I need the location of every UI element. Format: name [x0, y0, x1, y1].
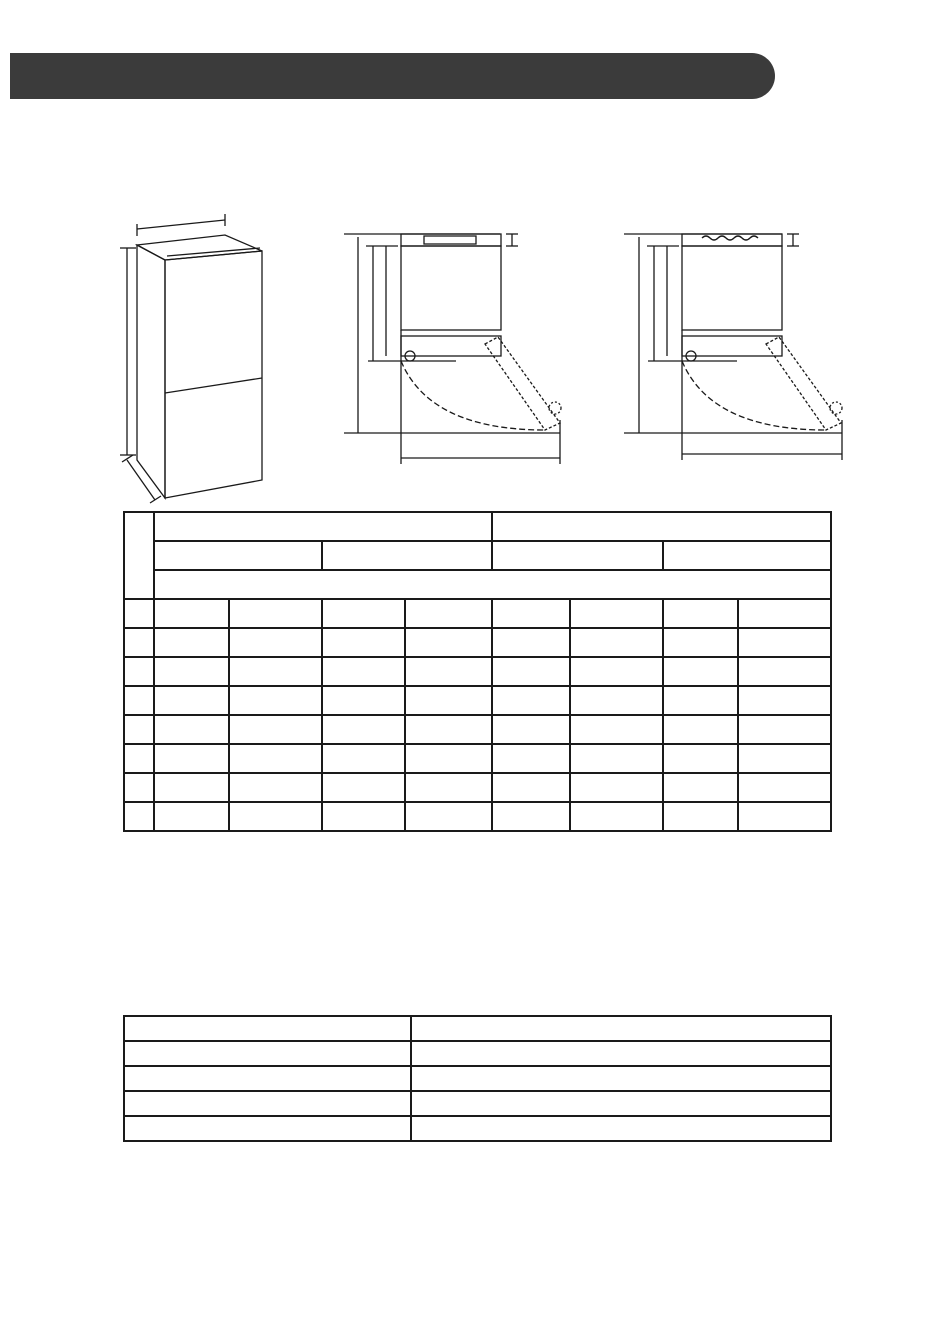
table-cell: [322, 744, 405, 773]
row-key-cell: [124, 715, 154, 744]
table-cell: [229, 773, 322, 802]
table-row: [124, 715, 831, 744]
row-key-cell: [124, 802, 154, 831]
table-cell: [738, 802, 831, 831]
door-swing-plan-b-figure: [624, 234, 842, 460]
row-key-cell: [124, 686, 154, 715]
table-cell: [322, 715, 405, 744]
table-cell: [663, 744, 738, 773]
table-row: [124, 802, 831, 831]
table-row: [124, 1041, 831, 1066]
sub-header: [322, 541, 492, 570]
table-cell: [570, 686, 663, 715]
table-cell: [322, 773, 405, 802]
table-cell: [570, 599, 663, 628]
group-header: [492, 512, 831, 541]
table-cell: [154, 773, 229, 802]
table-cell: [738, 628, 831, 657]
row-key-cell: [124, 628, 154, 657]
table-cell: [738, 599, 831, 628]
table-cell: [492, 715, 570, 744]
table-cell: [154, 599, 229, 628]
table-cell: [405, 599, 492, 628]
table-row: [124, 686, 831, 715]
unit-cell: [154, 570, 831, 599]
table-cell: [322, 657, 405, 686]
table-cell: [738, 686, 831, 715]
table-cell: [154, 657, 229, 686]
dimensions-table-body: [124, 599, 831, 831]
table-cell: [570, 744, 663, 773]
table-row: [124, 1016, 831, 1041]
sub-header: [492, 541, 663, 570]
table-row: [124, 773, 831, 802]
spec-value-cell: [411, 1091, 831, 1116]
spec-label-cell: [124, 1091, 411, 1116]
table-cell: [570, 657, 663, 686]
table-cell: [154, 744, 229, 773]
table-cell: [322, 686, 405, 715]
table-row: [124, 1116, 831, 1141]
spec-value-cell: [411, 1016, 831, 1041]
table-cell: [405, 715, 492, 744]
table-cell: [663, 802, 738, 831]
table-cell: [570, 802, 663, 831]
group-header: [154, 512, 492, 541]
table-row: [124, 1066, 831, 1091]
specifications-table-body: [124, 1016, 831, 1141]
spec-value-cell: [411, 1041, 831, 1066]
table-cell: [154, 715, 229, 744]
table-cell: [322, 802, 405, 831]
table-cell: [663, 657, 738, 686]
table-cell: [492, 657, 570, 686]
table-row: [124, 744, 831, 773]
table-cell: [229, 686, 322, 715]
table-cell: [570, 773, 663, 802]
sub-header: [154, 541, 322, 570]
row-key-cell: [124, 773, 154, 802]
row-key-cell: [124, 599, 154, 628]
dimensions-table: [123, 511, 832, 832]
table-cell: [322, 628, 405, 657]
specifications-table: [123, 1015, 832, 1142]
table-cell: [405, 686, 492, 715]
table-row: [124, 657, 831, 686]
table-cell: [663, 715, 738, 744]
table-cell: [738, 744, 831, 773]
table-cell: [154, 686, 229, 715]
spec-value-cell: [411, 1116, 831, 1141]
table-row: [124, 628, 831, 657]
table-cell: [154, 628, 229, 657]
spec-label-cell: [124, 1066, 411, 1091]
table-header-row: [124, 512, 831, 541]
table-cell: [405, 744, 492, 773]
door-swing-plan-a-figure: [344, 234, 561, 464]
sub-header: [663, 541, 831, 570]
table-cell: [738, 715, 831, 744]
table-cell: [229, 744, 322, 773]
table-cell: [154, 802, 229, 831]
table-cell: [405, 628, 492, 657]
spec-value-cell: [411, 1066, 831, 1091]
table-cell: [492, 802, 570, 831]
spec-label-cell: [124, 1116, 411, 1141]
table-cell: [492, 686, 570, 715]
spec-label-cell: [124, 1016, 411, 1041]
table-cell: [663, 686, 738, 715]
fridge-isometric-figure: [120, 214, 262, 503]
table-cell: [405, 773, 492, 802]
table-unit-row: [124, 570, 831, 599]
table-cell: [229, 628, 322, 657]
table-cell: [492, 773, 570, 802]
table-cell: [492, 628, 570, 657]
table-cell: [570, 628, 663, 657]
table-cell: [663, 628, 738, 657]
table-cell: [322, 599, 405, 628]
table-cell: [492, 744, 570, 773]
table-cell: [663, 599, 738, 628]
table-cell: [663, 773, 738, 802]
table-cell: [229, 657, 322, 686]
table-cell: [405, 802, 492, 831]
table-row: [124, 599, 831, 628]
row-key-cell: [124, 657, 154, 686]
table-cell: [738, 657, 831, 686]
table-cell: [492, 599, 570, 628]
table-subheader-row: [124, 541, 831, 570]
table-cell: [405, 657, 492, 686]
table-cell: [229, 599, 322, 628]
table-cell: [738, 773, 831, 802]
row-key-header: [124, 512, 154, 599]
table-row: [124, 1091, 831, 1116]
table-cell: [570, 715, 663, 744]
row-key-cell: [124, 744, 154, 773]
table-cell: [229, 802, 322, 831]
spec-label-cell: [124, 1041, 411, 1066]
table-cell: [229, 715, 322, 744]
